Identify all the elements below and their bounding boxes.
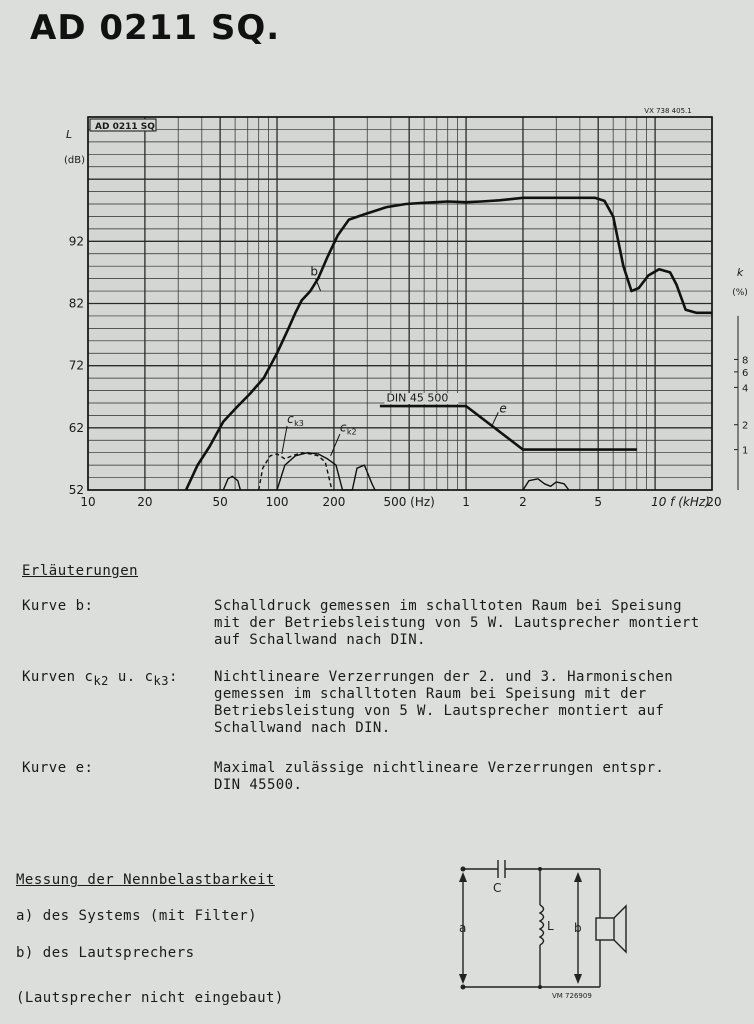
inductor-coil: [540, 905, 544, 945]
legend-desc-b: [214, 598, 754, 649]
x-tick-label: 20: [137, 495, 153, 509]
y-tick-label: 92: [68, 234, 84, 249]
y-tick-label: 72: [68, 358, 84, 373]
k-tick-label: 4: [742, 383, 749, 395]
legend-term-c: [22, 669, 178, 688]
y-axis-unit: (dB): [64, 155, 86, 166]
measurement-item-b: b) des Lautsprechers: [16, 945, 195, 961]
node: [538, 867, 542, 871]
x-tick-label: 2: [519, 495, 527, 509]
ck3-label: c: [287, 411, 294, 426]
arrow-b-head: [574, 872, 582, 882]
legend-term-c-b: u. c: [108, 669, 154, 685]
legend-term-c-a: Kurven c: [22, 669, 94, 685]
legend-desc-line: mit der Betriebsleistung von 5 W. Lautsprecher montiert: [214, 615, 700, 631]
k-axis-label: k: [736, 266, 744, 279]
k-tick-label: 1: [742, 445, 749, 457]
x-tick-label: 10: [80, 495, 96, 509]
legend-desc-line: Schalldruck gemessen im schalltoten Raum bei Speisung: [214, 598, 682, 614]
legend-term-b: Kurve b:: [22, 598, 94, 614]
curve-e-label: e: [499, 401, 507, 416]
k-tick-label: 6: [742, 367, 749, 379]
legend-desc-e: [214, 760, 754, 794]
legend-term-c-b-sub: k3: [153, 673, 169, 688]
legend-desc-line: Maximal zulässige nichtlineare Verzerrungen entspr.: [214, 760, 665, 776]
x-tick-label: 100: [265, 495, 289, 509]
k-tick-label: 2: [742, 420, 749, 432]
ck2-label: c: [339, 420, 347, 435]
terminal-top: [461, 867, 466, 872]
ref-code: VX 738 405.1: [644, 107, 692, 115]
legend-desc-line: Schallwand nach DIN.: [214, 720, 391, 736]
measurement-heading: Messung der Nennbelastbarkeit: [16, 872, 275, 888]
speaker-cone: [614, 906, 626, 952]
label-b: b: [574, 921, 582, 935]
x-tick-label: 50: [212, 495, 228, 509]
ck2-sub: k2: [346, 427, 357, 437]
terminal-bottom: [461, 985, 466, 990]
legend-desc-c: [214, 669, 754, 737]
chart-title: AD 0211 SQ: [95, 122, 155, 132]
arrow-b-tail: [574, 974, 582, 984]
curve-b-label: b: [310, 264, 318, 279]
speaker-box: [596, 918, 614, 940]
arrow-a-head: [459, 872, 467, 882]
legend-desc-line: DIN 45500.: [214, 777, 303, 793]
x-tick-label: 200: [322, 495, 346, 509]
x-tick-label: 500 (Hz): [383, 495, 435, 509]
legend-desc-line: Nichtlineare Verzerrungen der 2. und 3. Harmonischen: [214, 669, 674, 685]
label-c: C: [493, 881, 502, 895]
y-tick-label: 62: [68, 420, 84, 435]
x-tick-label: 1: [462, 495, 470, 509]
y-tick-label: 52: [68, 483, 84, 497]
legend-term-c-c: :: [169, 669, 178, 685]
measurement-item-a: a) des Systems (mit Filter): [16, 908, 258, 924]
label-a: a: [459, 921, 467, 935]
k-axis-unit: (%): [732, 288, 748, 298]
schematic-code: VM 726909: [552, 992, 592, 1000]
y-tick-label: 82: [68, 296, 84, 311]
x-tick-label: 5: [594, 495, 603, 509]
legend-desc-line: auf Schallwand nach DIN.: [214, 632, 426, 648]
legend-heading: Erläuterungen: [22, 563, 139, 579]
measurement-note: (Lautsprecher nicht eingebaut): [16, 990, 284, 1006]
y-axis-symbol: L: [66, 128, 73, 141]
page-title: AD 0211 SQ.: [30, 8, 281, 48]
ck3-sub: k3: [294, 418, 304, 428]
legend-desc-line: Betriebsleistung von 5 W. Lautsprecher montiert auf: [214, 703, 665, 719]
label-l: L: [547, 919, 554, 933]
x-tick-label: 10 f (kHz): [651, 495, 710, 509]
din-label: DIN 45 500: [386, 391, 449, 405]
x-tick-label: 20: [706, 495, 722, 509]
legend-term-c-a-sub: k2: [93, 673, 109, 688]
node: [538, 985, 542, 989]
k-tick-label: 8: [742, 355, 749, 367]
legend-desc-line: gemessen im schalltoten Raum bei Speisung mit der: [214, 686, 647, 702]
arrow-a-tail: [459, 974, 467, 984]
legend-term-e: Kurve e:: [22, 760, 94, 776]
